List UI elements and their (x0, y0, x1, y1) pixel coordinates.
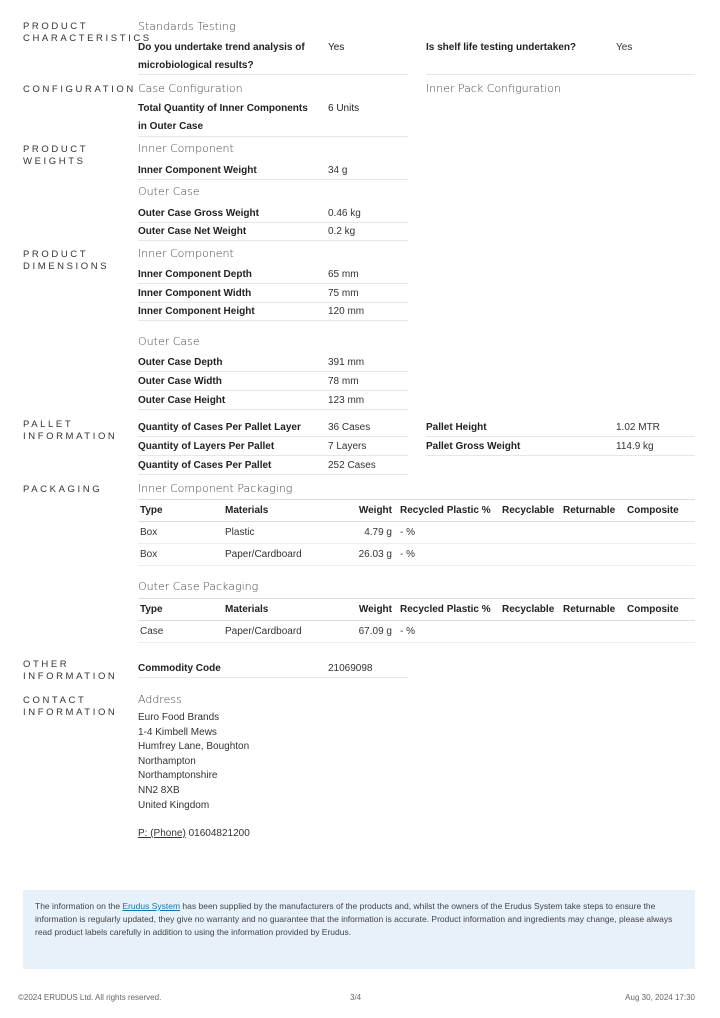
footer-date: Aug 30, 2024 17:30 (625, 993, 695, 1002)
outer-depth-key: Outer Case Depth (138, 357, 223, 368)
cell-weight: 26.03 g (338, 544, 398, 566)
inner-height-value: 120 mm (328, 306, 365, 317)
total-inner-components-row (138, 99, 408, 137)
subheading-inner-component: Inner Component (138, 142, 234, 155)
pallet-gross-weight-row (426, 437, 695, 456)
col-returnable: Returnable (561, 500, 625, 522)
address-line: Northampton (138, 755, 196, 767)
outer-height-key: Outer Case Height (138, 395, 226, 406)
commodity-code-row (138, 659, 408, 678)
notice-pre: The information on the (35, 901, 123, 911)
pallet-height-value: 1.02 MTR (616, 422, 660, 433)
cases-per-pallet-row (138, 456, 408, 475)
table-row (138, 544, 695, 566)
outer-case-net-weight-row (138, 222, 408, 241)
cell-recyclable (500, 544, 561, 566)
cell-returnable (561, 522, 625, 544)
shelf-life-row (426, 38, 695, 75)
outer-case-net-weight-key: Outer Case Net Weight (138, 226, 247, 237)
section-label-product-characteristics: PRODUCT CHARACTERISTICS (23, 21, 152, 44)
subheading-dimensions-outer: Outer Case (138, 335, 200, 348)
col-weight: Weight (338, 599, 398, 621)
subheading-outer-case: Outer Case (138, 185, 200, 198)
cases-per-layer-row (138, 418, 408, 437)
col-recycled-plastic: Recycled Plastic % (398, 500, 500, 522)
pallet-height-key: Pallet Height (426, 422, 487, 433)
cell-recycled: - % (398, 522, 500, 544)
col-recycled-plastic: Recycled Plastic % (398, 599, 500, 621)
notice-post: has been supplied by the manufacturers of the products and, whilst the owners of the Erudus System take steps to ensure the information is regularly updated, they give no warranty and no guarantee that the information is accurate. Product information and ingredients may change, please always read product labels carefully in addition to using the information provided by Erudus. (35, 901, 673, 937)
subheading-address: Address (138, 693, 182, 706)
phone-line (138, 827, 250, 842)
outer-depth-value: 391 mm (328, 357, 365, 368)
pallet-height-row (426, 418, 695, 437)
address-line: Humfrey Lane, Boughton (138, 741, 250, 753)
erudus-system-link[interactable]: Erudus System (122, 901, 181, 911)
outer-width-row (138, 372, 408, 391)
address-line: Euro Food Brands (138, 712, 220, 723)
outer-case-net-weight-value: 0.2 kg (328, 226, 356, 237)
outer-width-value: 78 mm (328, 376, 359, 387)
inner-depth-row (138, 265, 408, 284)
section-label-product-dimensions: PRODUCT DIMENSIONS (23, 249, 110, 272)
trend-analysis-key: Do you undertake trend analysis of microbiological results? (138, 42, 305, 71)
outer-width-key: Outer Case Width (138, 376, 222, 387)
table-header-row (138, 599, 695, 621)
disclaimer-notice (23, 890, 695, 969)
col-returnable: Returnable (561, 599, 625, 621)
cell-composite (625, 522, 695, 544)
section-label-packaging: PACKAGING (23, 484, 103, 495)
section-label-other-information: OTHER INFORMATION (23, 659, 118, 682)
subheading-inner-pack-configuration: Inner Pack Configuration (426, 82, 561, 95)
inner-depth-value: 65 mm (328, 269, 359, 280)
phone-number[interactable]: 01604821200 (188, 828, 250, 839)
section-label-pallet-information: PALLET INFORMATION (23, 419, 118, 442)
layers-per-pallet-key: Quantity of Layers Per Pallet (138, 441, 275, 452)
cell-recyclable (500, 621, 561, 643)
cases-per-layer-key: Quantity of Cases Per Pallet Layer (138, 422, 301, 433)
table-header-row (138, 500, 695, 522)
subheading-outer-case-packaging: Outer Case Packaging (138, 580, 259, 593)
outer-case-gross-weight-row (138, 204, 408, 223)
cell-type: Case (138, 621, 223, 643)
cell-weight: 4.79 g (338, 522, 398, 544)
col-recyclable: Recyclable (500, 599, 561, 621)
commodity-code-value: 21069098 (328, 663, 373, 674)
inner-height-row (138, 302, 408, 321)
col-type: Type (138, 500, 223, 522)
cell-materials: Paper/Cardboard (223, 544, 338, 566)
inner-width-key: Inner Component Width (138, 288, 252, 299)
col-composite: Composite (625, 599, 695, 621)
inner-component-weight-key: Inner Component Weight (138, 165, 257, 176)
cell-returnable (561, 544, 625, 566)
cell-recycled: - % (398, 544, 500, 566)
col-weight: Weight (338, 500, 398, 522)
subheading-inner-component-packaging: Inner Component Packaging (138, 482, 293, 495)
inner-packaging-table (138, 499, 695, 566)
table-row (138, 522, 695, 544)
section-label-configuration: CONFIGURATION (23, 84, 136, 95)
inner-height-key: Inner Component Height (138, 306, 255, 317)
outer-height-value: 123 mm (328, 395, 365, 406)
col-type: Type (138, 599, 223, 621)
table-row (138, 621, 695, 643)
cases-per-layer-value: 36 Cases (328, 422, 371, 433)
phone-label: P: (Phone) (138, 828, 186, 839)
total-inner-components-value: 6 Units (328, 103, 360, 114)
outer-packaging-table (138, 598, 695, 643)
trend-analysis-row (138, 38, 408, 75)
footer-page-number: 3/4 (350, 993, 362, 1002)
address-line: United Kingdom (138, 799, 210, 811)
pallet-gross-weight-value: 114.9 kg (616, 441, 654, 452)
inner-width-value: 75 mm (328, 288, 359, 299)
shelf-life-value: Yes (616, 42, 633, 53)
footer-copyright: ©2024 ERUDUS Ltd. All rights reserved. (18, 993, 162, 1002)
inner-component-weight-value: 34 g (328, 165, 348, 176)
layers-per-pallet-value: 7 Layers (328, 441, 367, 452)
trend-analysis-value: Yes (328, 42, 345, 53)
inner-component-weight-row (138, 161, 408, 180)
cell-composite (625, 544, 695, 566)
address-line: 1-4 Kimbell Mews (138, 726, 217, 738)
inner-width-row (138, 284, 408, 303)
subheading-dimensions-inner: Inner Component (138, 247, 234, 260)
shelf-life-key: Is shelf life testing undertaken? (426, 42, 577, 53)
cases-per-pallet-value: 252 Cases (328, 460, 376, 471)
pallet-gross-weight-key: Pallet Gross Weight (426, 441, 521, 452)
cell-returnable (561, 621, 625, 643)
cell-materials: Plastic (223, 522, 338, 544)
address-line: Northamptonshire (138, 770, 218, 782)
cell-weight: 67.09 g (338, 621, 398, 643)
address-line: NN2 8XB (138, 784, 180, 796)
address-block (138, 711, 249, 813)
col-recyclable: Recyclable (500, 500, 561, 522)
subheading-case-configuration: Case Configuration (138, 82, 243, 95)
cell-recyclable (500, 522, 561, 544)
total-inner-components-key: Total Quantity of Inner Components in Outer Case (138, 103, 308, 132)
inner-depth-key: Inner Component Depth (138, 269, 252, 280)
col-materials: Materials (223, 599, 338, 621)
col-composite: Composite (625, 500, 695, 522)
cell-materials: Paper/Cardboard (223, 621, 338, 643)
cases-per-pallet-key: Quantity of Cases Per Pallet (138, 460, 272, 471)
outer-height-row (138, 391, 408, 410)
section-label-product-weights: PRODUCT WEIGHTS (23, 144, 88, 167)
cell-type: Box (138, 544, 223, 566)
subheading-standards-testing: Standards Testing (138, 20, 236, 33)
commodity-code-key: Commodity Code (138, 663, 221, 674)
outer-case-gross-weight-value: 0.46 kg (328, 208, 361, 219)
cell-type: Box (138, 522, 223, 544)
col-materials: Materials (223, 500, 338, 522)
outer-depth-row (138, 353, 408, 372)
outer-case-gross-weight-key: Outer Case Gross Weight (138, 208, 259, 219)
cell-recycled: - % (398, 621, 500, 643)
cell-composite (625, 621, 695, 643)
layers-per-pallet-row (138, 437, 408, 456)
section-label-contact-information: CONTACT INFORMATION (23, 695, 118, 718)
